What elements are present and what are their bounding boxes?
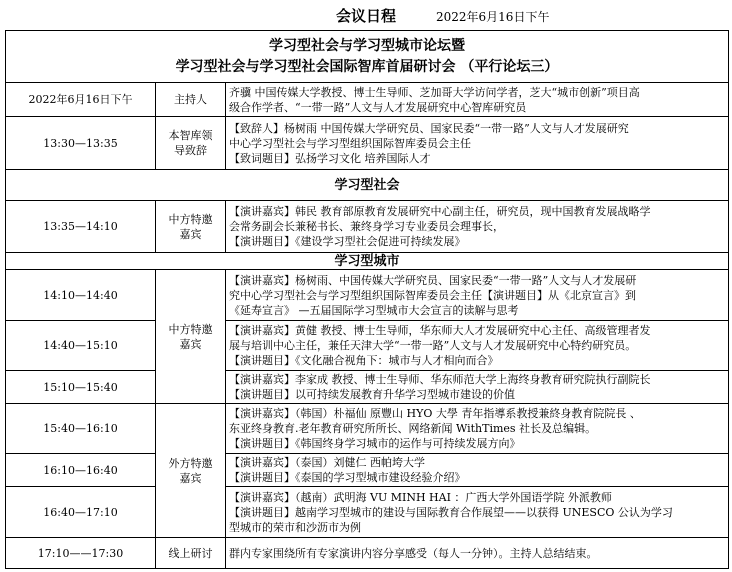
city-time-6: 16:40—17:10 [6, 487, 156, 538]
city-info-1: 【演讲嘉宾】杨树雨、中国传媒大学研究员、国家民委“一带一路”人文与人才发展研 究中心学习型社会与学习型组织国际智库委员会主任【演讲题目】从《北京宣言》到 《延寿宣言》 —五届国际学习型城市大会宣言的读解与思考 [226, 270, 729, 321]
forum-title-line1: 学习型社会与学习型城市论坛暨 [269, 37, 465, 54]
section-header-city: 学习型城市 [6, 253, 729, 270]
host-time: 2022年6月16日下午 [6, 83, 156, 117]
city-info-5: 【演讲嘉宾】（泰国）刘健仁 西帕垮大学 【演讲题目】《泰国的学习型城市建设经验介绍》 [226, 454, 729, 487]
agenda-date: 2022年6月16日下午 [436, 10, 550, 24]
forum-title-row [6, 31, 729, 83]
opening-role: 本智库领 导致辞 [156, 117, 226, 170]
city-time-4: 15:40—16:10 [6, 404, 156, 454]
agenda-title-bar [0, 0, 732, 30]
city-time-3: 15:10—15:40 [6, 371, 156, 404]
city-row-3 [6, 371, 729, 404]
city-info-2: 【演讲嘉宾】黄健 教授、博士生导师，华东师大人才发展研究中心主任、高级管理者发 展与培训中心主任，兼任天津大学“一带一路”人文与人才发展研究中心特约研究员。 【演讲题目】《文化融合视角下：城市与人才相向而合》 [226, 321, 729, 371]
city-row-4 [6, 404, 729, 454]
city-info-6: 【演讲嘉宾】（越南）武明海 VU MINH HAI ：广西大学外国语学院 外派教师 【演讲题目】越南学习型城市的建设与国际教育合作展望——以获得 UNESCO 公认为学习 型城市的荣市和沙沥市为例 [226, 487, 729, 538]
foreign-guest-role: 外方特邀 嘉宾 [156, 404, 226, 538]
city-row-6 [6, 487, 729, 538]
opening-time: 13:30—13:35 [6, 117, 156, 170]
forum-title-line2: 学习型社会与学习型社会国际智库首届研讨会 （平行论坛三） [175, 58, 559, 75]
society-role: 中方特邀 嘉宾 [156, 201, 226, 253]
opening-info: 【致辞人】杨树雨 中国传媒大学研究员、国家民委“一带一路”人文与人才发展研究 中心学习型社会与学习型组织国际智库委员会主任 【致词题目】弘扬学习文化 培养国际人才 [226, 117, 729, 170]
city-time-5: 16:10—16:40 [6, 454, 156, 487]
host-role: 主持人 [156, 83, 226, 117]
society-info: 【演讲嘉宾】韩民 教育部原教育发展研究中心副主任，研究员，现中国教育发展战略学 会常务副会长兼秘书长、兼终身学习专业委员会理事长， 【演讲题目】《建设学习型社会促进可持续发展》 [226, 201, 729, 253]
online-time: 17:10——17:30 [6, 538, 156, 569]
china-guest-role: 中方特邀 嘉宾 [156, 270, 226, 404]
city-info-3: 【演讲嘉宾】李家成 教授、博士生导师、华东师范大学上海终身教育研究院执行副院长 【演讲题目】以可持续发展教育升华学习型城市建设的价值 [226, 371, 729, 404]
agenda-title: 会议日程 [336, 7, 397, 25]
city-time-2: 14:40—15:10 [6, 321, 156, 371]
section-header-society: 学习型社会 [6, 170, 729, 201]
online-role: 线上研讨 [156, 538, 226, 569]
schedule-table [5, 30, 729, 569]
society-time: 13:35—14:10 [6, 201, 156, 253]
forum-title-cell [6, 31, 729, 83]
host-info: 齐骥 中国传媒大学教授、博士生导师、芝加哥大学访问学者，芝大“城市创新”项目高 级合作学者、“一带一路”人文与人才发展研究中心智库研究员 [226, 83, 729, 117]
city-row-5 [6, 454, 729, 487]
opening-row [6, 117, 729, 170]
society-row [6, 201, 729, 253]
city-info-4: 【演讲嘉宾】（韩国）朴福仙 原豐山 HYO 大學 青年指導系教授兼終身教育院院長 、 东亚终身教育.老年教育研究所所长、网络新闻 WithTimes 社长及总编辑。 【演讲题目】《韩国终身学习城市的运作与可持续发展方向》 [226, 404, 729, 454]
city-row-1 [6, 270, 729, 321]
city-row-2 [6, 321, 729, 371]
city-time-1: 14:10—14:40 [6, 270, 156, 321]
online-info: 群内专家围绕所有专家演讲内容分享感受（每人一分钟）。主持人总结结束。 [226, 538, 729, 569]
online-row [6, 538, 729, 569]
host-row [6, 83, 729, 117]
